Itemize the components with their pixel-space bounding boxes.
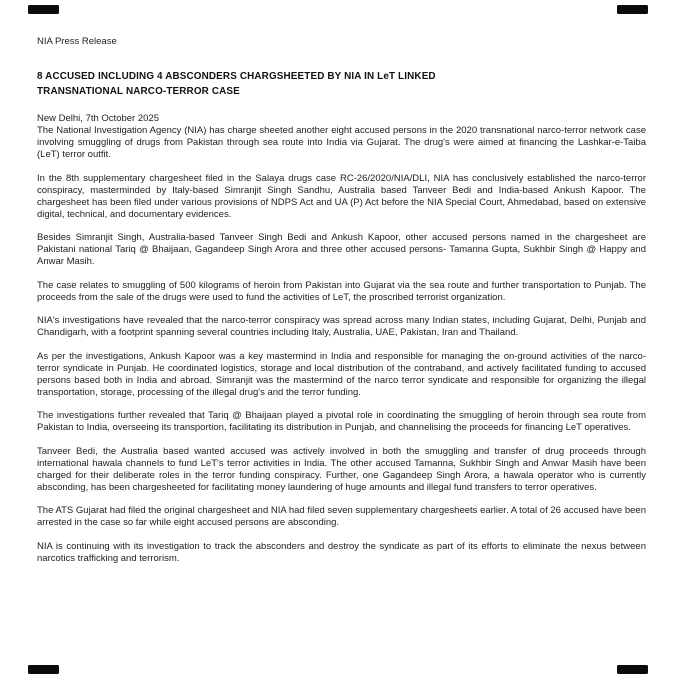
press-release-paragraph: The case relates to smuggling of 500 kilograms of heroin from Pakistan into Gujarat via the sea route and further transportation to Punjab. The proceeds from the sale of the drugs were used to fund the activities of LeT, the proscribed terrorist organization. [37,279,646,303]
document-title-line2: TRANSNATIONAL NARCO-TERROR CASE [37,85,240,97]
document-title-line1: 8 ACCUSED INCLUDING 4 ABSCONDERS CHARGSHEETED BY NIA IN LeT LINKED [37,71,436,82]
redaction-bar-top-left [28,5,59,14]
paragraph-list [37,125,646,565]
press-release-paragraph: NIA is continuing with its investigation to track the absconders and destroy the syndicate as part of its efforts to eliminate the nexus between narcotics trafficking and terrorism. [37,540,646,564]
press-release-paragraph: The ATS Gujarat had filed the original chargesheet and NIA had filed seven supplementary chargesheets earlier. A total of 26 accused have been arrested in the case so far while eight accused persons are absconding. [37,505,646,528]
press-release-paragraph: Tanveer Bedi, the Australia based wanted accused was actively involved in both the smuggling and transfer of drug proceeds through international hawala channels to fund LeT's terror activities in India. The other accused Tamanna, Sukhbir Singh and Anwar Masih have been charged for their deliberate roles in the terror funding conspiracy. Further, one Gagandeep Singh Arora, a hawala operator who is currently absconding, has been chargesheeted for facilitating money laundering of huge amounts and illegal fund transfers to terror operatives. [37,445,646,493]
press-release-paragraph: The National Investigation Agency (NIA) has charge sheeted another eight accused persons in the 2020 transnational narco-terror network case involving smuggling of drugs from Pakistan through sea route into India via Gujarat. The drug's were aimed at financing the Lashkar-e-Taiba (LeT) terror outfit. [37,125,646,160]
redaction-bar-bottom-right [617,665,648,674]
dateline: New Delhi, 7th October 2025 [37,113,159,124]
redaction-bar-bottom-left [28,665,59,674]
press-release-paragraph: Besides Simranjit Singh, Australia-based Tanveer Singh Bedi and Ankush Kapoor, other accused persons named in the chargesheet are Pakistani national Tariq @ Bhaijaan, Gagandeep Singh Arora and three other accused persons- Tamanna Gupta, Sukhbir Singh @ Happy and Anwar Masih. [37,232,646,267]
press-release-paragraph: In the 8th supplementary chargesheet filed in the Salaya drugs case RC-26/2020/NIA/DLI, NIA has conclusively established the narco-terror conspiracy, masterminded by Italy-based Simranjit Singh Sandhu, Australia based Tanveer Bedi and India-based Ankush Kapoor. The chargesheet has been filed under various provisions of NDPS Act and UA (P) Act before the NIA Special Court, Ahmedabad, based on extensive digital, technical, and documentary evidences. [37,172,646,220]
press-release-body [37,36,646,576]
document-title [37,70,646,99]
redaction-bar-top-right [617,5,648,14]
press-release-paragraph: The investigations further revealed that Tariq @ Bhaijaan played a pivotal role in coordinating the smuggling of heroin through sea route from Pakistan to India, overseeing its transportion, facilitating its distribution in Punjab, and channelising the proceeds for financing LeT operatives. [37,410,646,433]
document-kicker: NIA Press Release [37,36,117,47]
press-release-paragraph: NIA's investigations have revealed that the narco-terror conspiracy was spread across many Indian states, including Gujarat, Delhi, Punjab and Chandigarh, with a footprint spanning several countries including Italy, Australia, UAE, Pakistan, Iran and Thailand. [37,315,646,338]
press-release-paragraph: As per the investigations, Ankush Kapoor was a key mastermind in India and responsible for managing the on-ground activities of the narco-terror syndicate in Punjab. He coordinated logistics, storage and local distribution of the contraband, and actively facilitated funding to accused persons based both in India and abroad. Simranjit was the mastermind of the narco terror syndicate and responsible for organizing the illegal transportation, storage, processing of the illegal drug's and the terror funding. [37,350,646,398]
